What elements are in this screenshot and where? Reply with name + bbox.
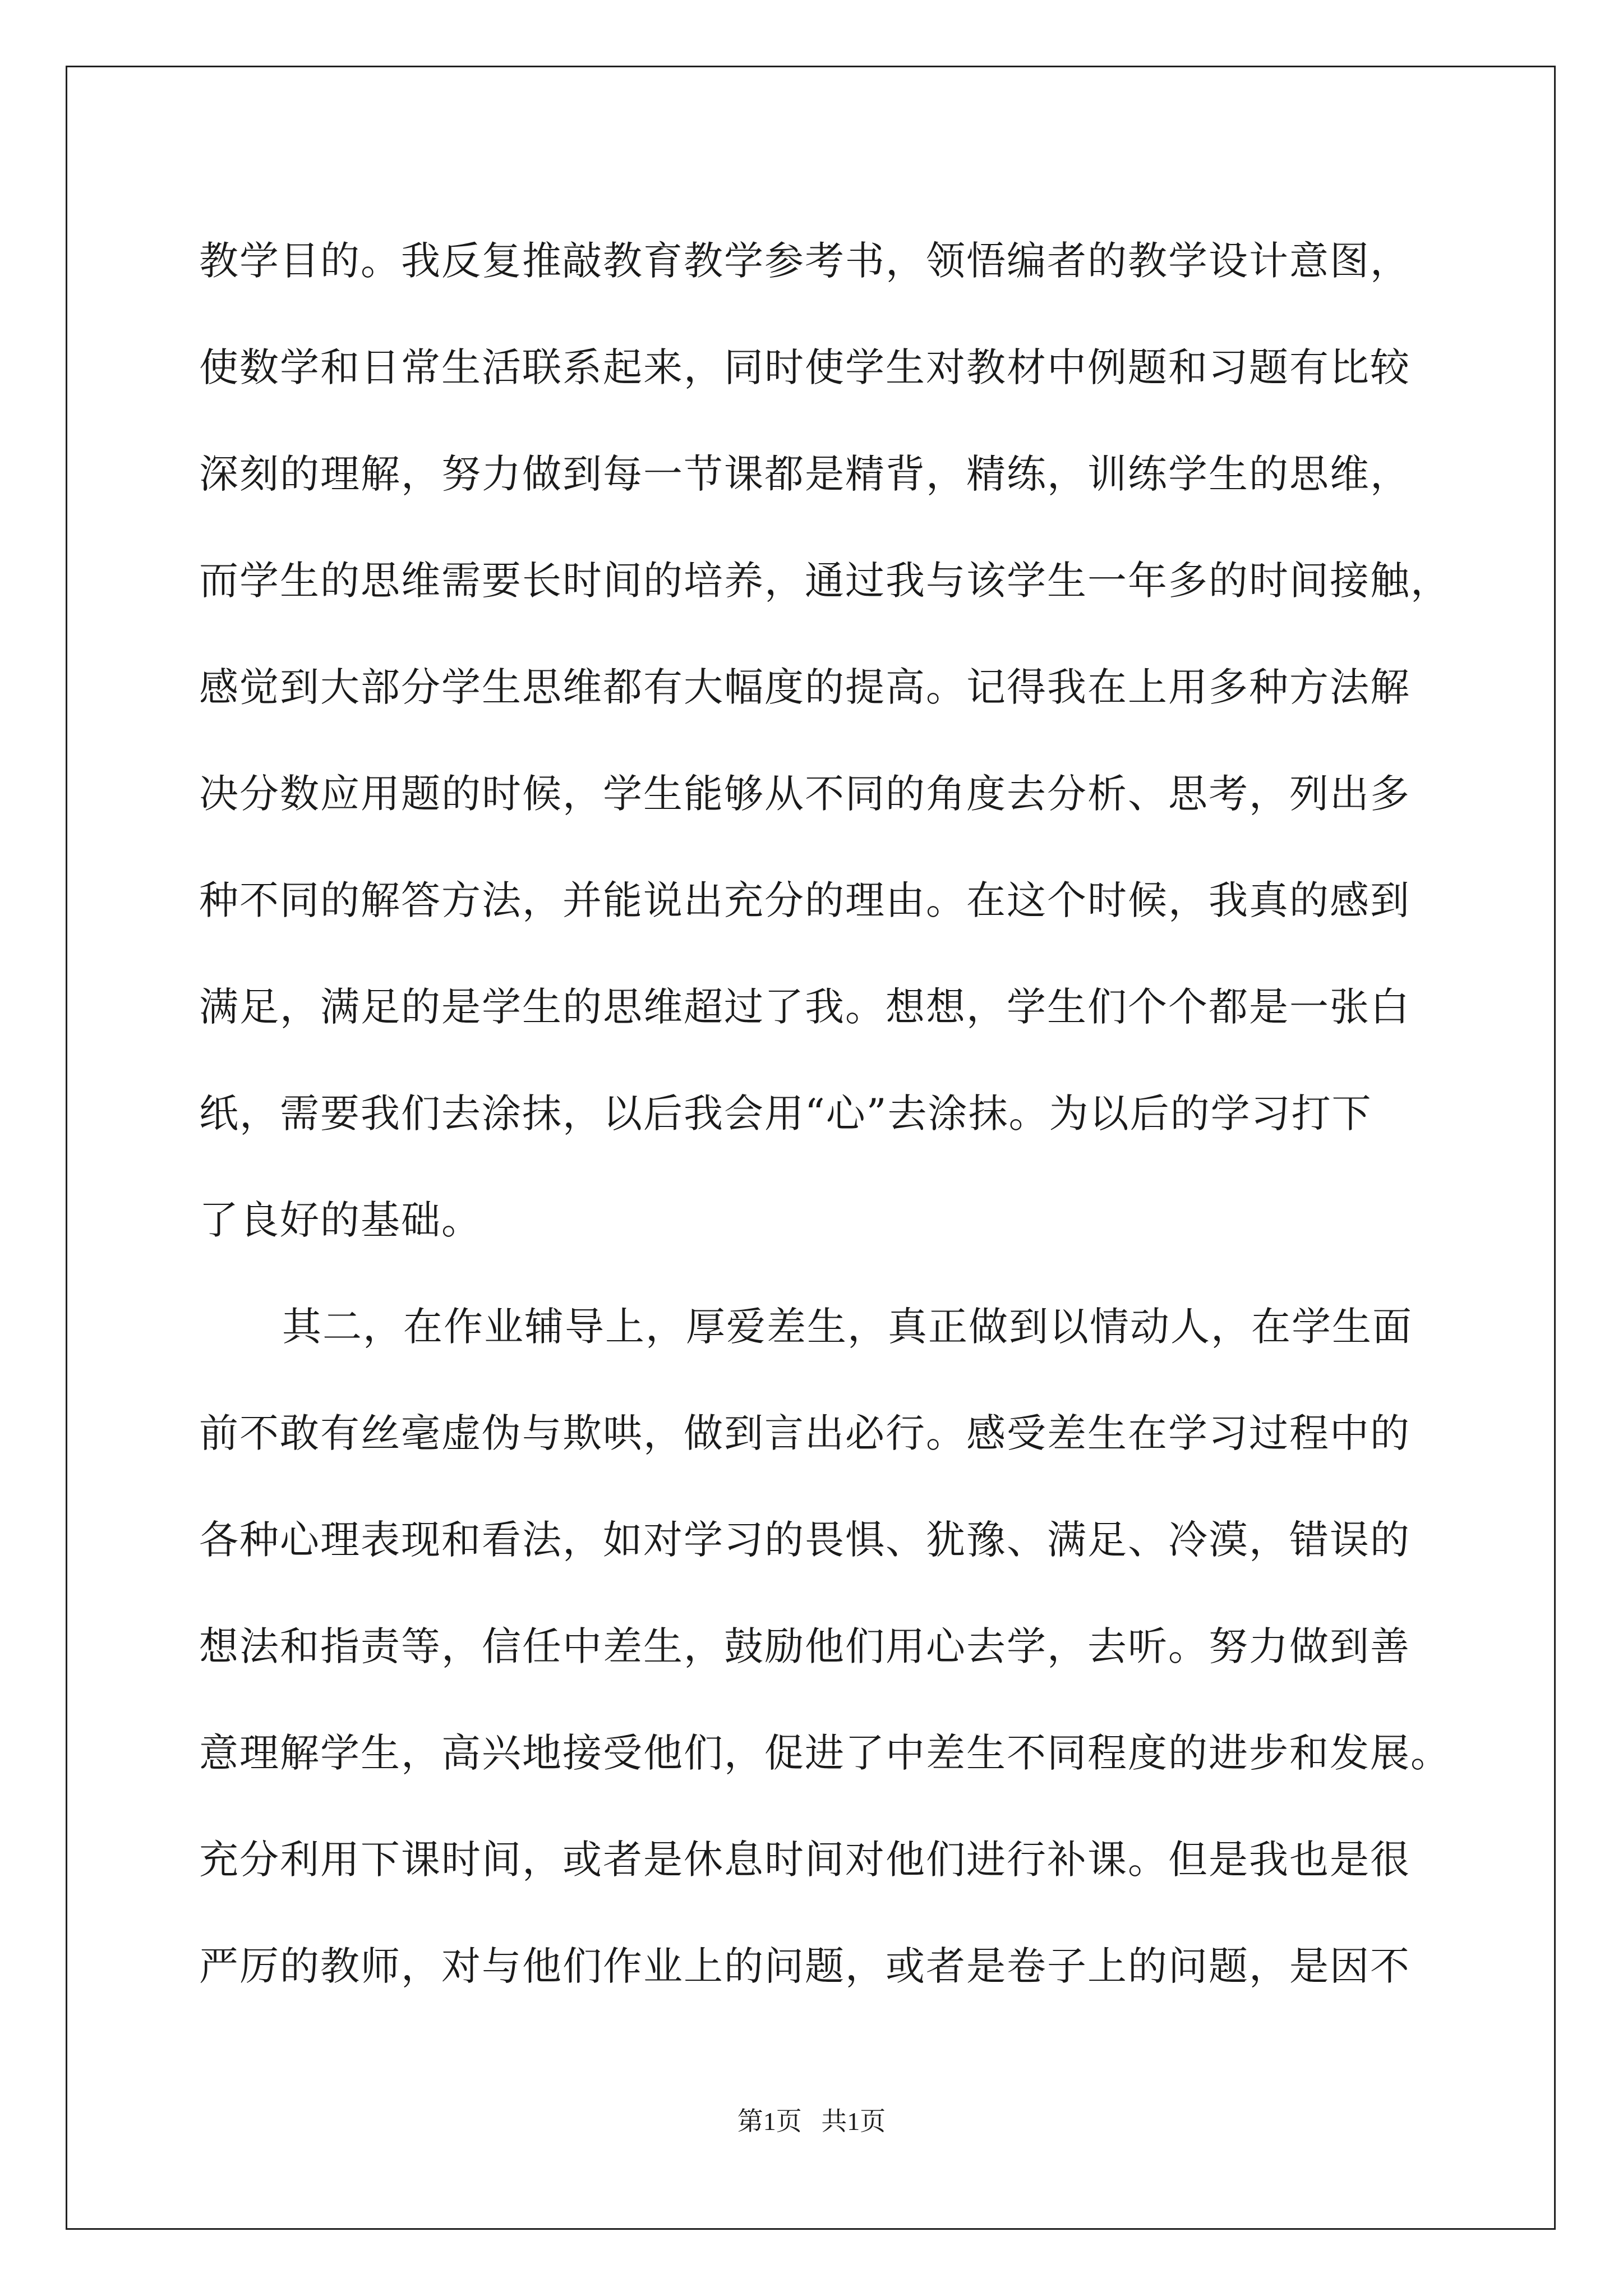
document-body (199, 208, 1455, 2019)
text-line: 使数学和日常生活联系起来，同时使学生对教材中例题和习题有比较 (199, 344, 1410, 390)
text-line: 充分利用下课时间，或者是休息时间对他们进行补课。但是我也是很 (199, 1837, 1410, 1883)
text-line: 满足，满足的是学生的思维超过了我。想想，学生们个个都是一张白 (199, 984, 1410, 1030)
text-line: 严厉的教师，对与他们作业上的问题，或者是卷子上的问题，是因不 (199, 1943, 1410, 1989)
text-line: 各种心理表现和看法，如对学习的畏惧、犹豫、满足、冷漠，错误的 (199, 1517, 1410, 1563)
text-line: 了良好的基础。 (199, 1197, 482, 1243)
page-footer: 第1页 共1页 (737, 2107, 886, 2136)
text-line: 纸，需要我们去涂抹，以后我会用“心”去涂抹。为以后的学习打下 (199, 1091, 1372, 1137)
text-line: 意理解学生，高兴地接受他们，促进了中差生不同程度的进步和发展。 (199, 1730, 1451, 1776)
text-line: 感觉到大部分学生思维都有大幅度的提高。记得我在上用多种方法解 (199, 664, 1410, 710)
paragraph-start-line: 其二，在作业辅导上，厚爱差生，真正做到以情动人，在学生面 (282, 1304, 1413, 1350)
text-line: 想法和指责等，信任中差生，鼓励他们用心去学，去听。努力做到善 (199, 1623, 1410, 1669)
text-line: 而学生的思维需要长时间的培养，通过我与该学生一年多的时间接触， (199, 558, 1451, 604)
text-line: 深刻的理解，努力做到每一节课都是精背，精练，训练学生的思维， (199, 451, 1410, 497)
text-line: 教学目的。我反复推敲教育教学参考书，领悟编者的教学设计意图， (199, 238, 1410, 284)
text-line: 决分数应用题的时候，学生能够从不同的角度去分析、思考，列出多 (199, 771, 1410, 817)
text-line: 前不敢有丝毫虚伪与欺哄，做到言出必行。感受差生在学习过程中的 (199, 1410, 1410, 1456)
text-line: 种不同的解答方法，并能说出充分的理由。在这个时候，我真的感到 (199, 877, 1410, 923)
